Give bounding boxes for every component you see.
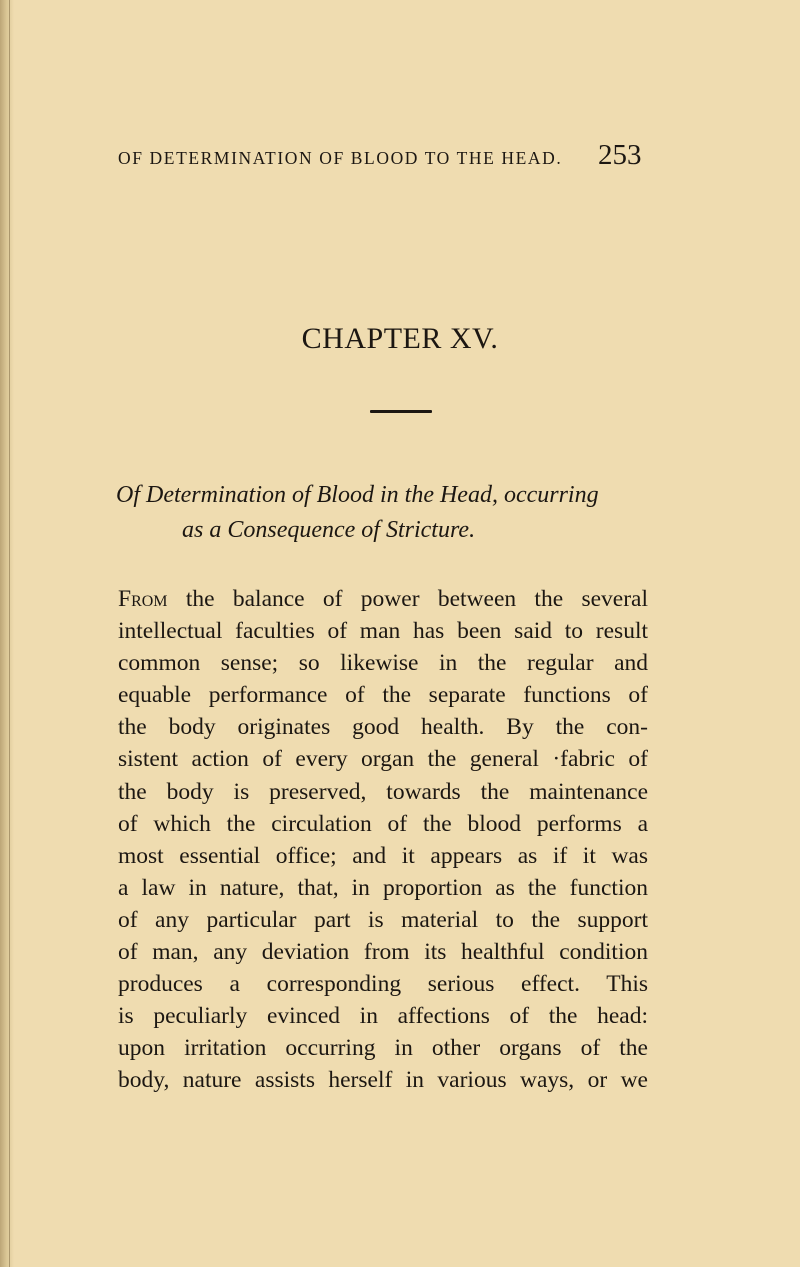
body-line: intellectual faculties of man has been said to result	[118, 618, 648, 645]
body-line: of any particular part is material to the support	[118, 906, 648, 933]
body-first-word: From	[118, 586, 168, 612]
body-line: body, nature assists herself in various ways, or we	[118, 1067, 648, 1094]
subtitle-line-1: Of Determination of Blood in the Head, occurring	[116, 482, 599, 508]
chapter-heading: CHAPTER XV.	[301, 322, 499, 355]
page-binding-edge	[0, 0, 14, 1267]
body-paragraph	[118, 583, 648, 1097]
page-number: 253	[598, 139, 642, 171]
body-line: of man, any deviation from its healthful condition	[118, 939, 648, 966]
running-title: OF DETERMINATION OF BLOOD TO THE HEAD.	[118, 148, 563, 168]
body-line: a law in nature, that, in proportion as the function	[118, 874, 648, 901]
section-rule	[370, 410, 432, 413]
body-line: sistent action of every organ the general ·fabric of	[118, 746, 648, 773]
body-line: the body originates good health. By the con-	[118, 714, 648, 741]
body-line: most essential office; and it appears as if it was	[118, 842, 648, 869]
body-line: the body is preserved, towards the maintenance	[118, 778, 648, 805]
body-line: is peculiarly evinced in affections of the head:	[118, 1003, 648, 1030]
page-edge-line	[9, 0, 10, 1267]
body-line: upon irritation occurring in other organs of the	[118, 1035, 648, 1062]
body-first-line-rest: the balance of power between the several	[167, 586, 648, 612]
body-line-1	[118, 583, 648, 615]
subtitle-line-2: as a Consequence of Stricture.	[182, 517, 476, 543]
body-line: produces a corresponding serious effect. This	[118, 971, 648, 998]
body-line: equable performance of the separate functions of	[118, 682, 648, 709]
body-line: common sense; so likewise in the regular and	[118, 650, 648, 677]
body-line: of which the circulation of the blood performs a	[118, 810, 648, 837]
